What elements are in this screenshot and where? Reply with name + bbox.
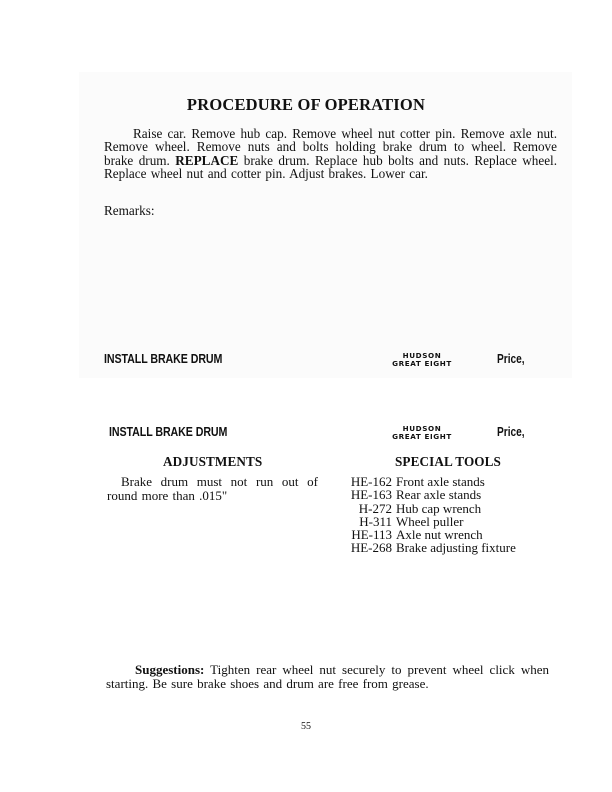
remarks-label: Remarks:: [104, 203, 155, 218]
operation-name: INSTALL BRAKE DRUM: [109, 424, 228, 439]
suggestions-label: Suggestions:: [135, 662, 205, 677]
procedure-text-part2: brake drum. Replace hub bolts and nuts. Replace wheel. Replace wheel nut and cotter pin. Adjust brakes. Lower car.: [104, 152, 558, 182]
tool-name: Brake adjusting fixture: [396, 540, 516, 556]
page-number: 55: [301, 721, 311, 732]
tool-name: Rear axle stands: [396, 487, 482, 503]
tool-row: [340, 528, 516, 541]
suggestions-text: Tighten rear wheel nut securely to prevent wheel click when starting. Be sure brake shoes and drum are free from grease.: [106, 662, 549, 691]
operation-name: INSTALL BRAKE DRUM: [104, 351, 223, 366]
brand-badge: [384, 425, 460, 440]
brand-line-2: GREAT EIGHT: [392, 358, 452, 368]
tool-row: [340, 515, 516, 528]
tool-code: H-311: [359, 513, 392, 529]
tool-row: [340, 488, 516, 501]
tool-row: [340, 475, 516, 488]
tool-row: [340, 541, 516, 554]
adjustments-heading: ADJUSTMENTS: [163, 454, 263, 469]
tool-name: Axle nut wrench: [396, 527, 483, 543]
upper-operation-header: [0, 349, 612, 371]
tool-row: [340, 502, 516, 515]
tool-name: Front axle stands: [396, 474, 485, 489]
special-tools-heading: SPECIAL TOOLS: [395, 454, 501, 469]
tool-code: HE-162: [350, 474, 392, 489]
adjustments-text: Brake drum must not run out of round more than .015": [107, 474, 318, 503]
special-tools-list: [340, 475, 516, 555]
brand-badge: [384, 352, 460, 367]
price-label: Price,: [497, 424, 525, 439]
brand-line-1: HUDSON: [402, 424, 442, 433]
price-label: Price,: [497, 351, 525, 366]
tool-code: H-272: [358, 500, 392, 516]
tool-code: HE-268: [350, 540, 392, 556]
procedure-text-emphasis: REPLACE: [175, 152, 239, 168]
tool-name: Hub cap wrench: [396, 500, 482, 516]
tool-name: Wheel puller: [396, 513, 464, 529]
tool-code: HE-113: [351, 527, 392, 543]
procedure-title: PROCEDURE OF OPERATION: [186, 95, 426, 114]
lower-operation-header: [0, 422, 612, 444]
tool-code: HE-163: [350, 487, 392, 503]
brand-line-1: HUDSON: [402, 351, 442, 360]
procedure-card: [79, 72, 572, 378]
procedure-text: [104, 127, 557, 181]
suggestions-paragraph: [106, 663, 549, 691]
procedure-text-part1: Raise car. Remove hub cap. Remove wheel nut cotter pin. Remove axle nut. Remove wheel. Remove nuts and bolts holding brake drum to wheel. Remove brake drum.: [104, 126, 557, 168]
brand-line-2: GREAT EIGHT: [392, 431, 452, 441]
